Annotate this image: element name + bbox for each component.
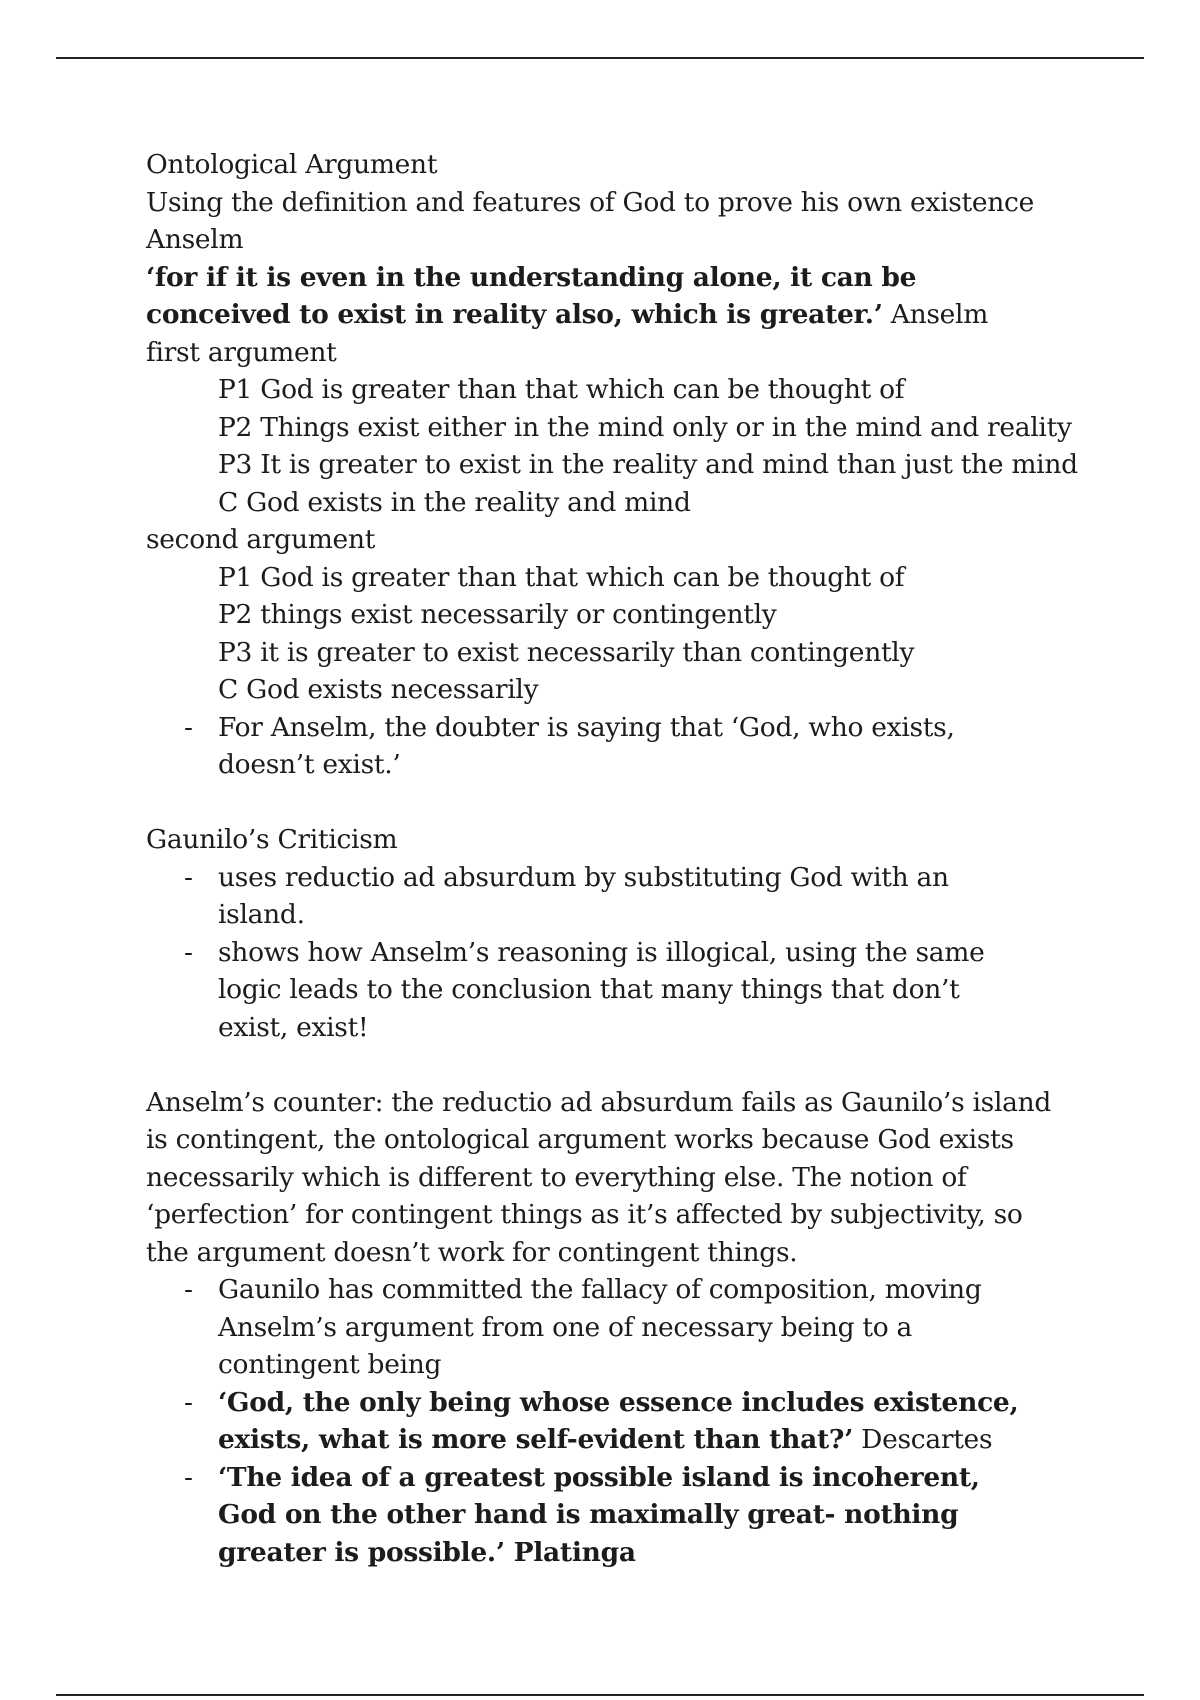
composition-bullet-item [146, 1271, 1066, 1384]
anselm-counter-paragraph: Anselm’s counter: the reductio ad absurdum fails as Gaunilo’s island is contingent, the ontological argument works because God exists necessarily which is different to everything else. The notion of ‘perfection’ for contingent things as it’s affected by subjectivity, so the argument doesn’t work for contingent things. [146, 1086, 1052, 1268]
gaunilo-bullet-text: uses reductio ad absurdum by substituting God with an island. [218, 861, 949, 930]
bullet-dash: - [184, 1386, 193, 1418]
definition-line: Using the definition and features of God to prove his own existence [146, 186, 1034, 218]
top-rule [56, 57, 1144, 59]
bullet-dash: - [184, 711, 193, 743]
gaunilo-heading: Gaunilo’s Criticism [146, 824, 398, 855]
first-argument-premise: P3 It is greater to exist in the reality and mind than just the mind [218, 449, 1078, 480]
doubter-bullet-text: For Anselm, the doubter is saying that ‘God, who exists, doesn’t exist.’ [218, 711, 955, 780]
gaunilo-bullet-item [146, 934, 1066, 1047]
anselm-label: Anselm [146, 224, 244, 255]
descartes-bullet-item [146, 1384, 1066, 1459]
second-argument-conclusion: C God exists necessarily [218, 674, 539, 705]
gaunilo-bullet-item [146, 859, 1066, 934]
first-argument-heading: first argument [146, 336, 337, 368]
bullet-dash: - [184, 936, 193, 968]
anselm-quote-attribution: Anselm [882, 299, 989, 330]
document-body [146, 146, 1078, 1571]
spacer [146, 1046, 1066, 1084]
second-argument-premise: P2 things exist necessarily or contingently [218, 599, 777, 630]
first-argument-premise: P1 God is greater than that which can be thought of [218, 374, 905, 405]
second-argument-premise: P1 God is greater than that which can be thought of [218, 561, 905, 593]
document-title: Ontological Argument [146, 149, 438, 180]
descartes-attribution: Descartes [853, 1424, 993, 1455]
bullet-dash: - [184, 1274, 193, 1305]
doubter-bullet-item [146, 709, 1066, 784]
anselm-quote: ‘for if it is even in the understanding alone, it can be conceived to exist in reality also, which is greater.’ [146, 261, 917, 330]
descartes-quote: ‘God, the only being whose essence includes existence, exists, what is more self-evident than that?’ [218, 1386, 1019, 1455]
second-argument-premise: P3 it is greater to exist necessarily than contingently [218, 636, 915, 668]
anselm-quote-paragraph [146, 259, 1066, 334]
second-argument-heading: second argument [146, 524, 376, 555]
first-argument-conclusion: C God exists in the reality and mind [218, 486, 691, 518]
plantinga-quote: ‘The idea of a greatest possible island is incoherent, God on the other hand is maximally great- nothing greater is possible.’ Platinga [218, 1461, 980, 1568]
plantinga-bullet-item [146, 1459, 1066, 1572]
spacer [146, 784, 1066, 822]
bullet-dash: - [184, 1461, 193, 1493]
first-argument-premise: P2 Things exist either in the mind only or in the mind and reality [218, 411, 1072, 443]
gaunilo-bullet-text: shows how Anselm’s reasoning is illogical, using the same logic leads to the conclusion that many things that don’t exist, exist! [218, 936, 985, 1043]
bullet-dash: - [184, 861, 193, 893]
composition-bullet-text: Gaunilo has committed the fallacy of composition, moving Anselm’s argument from one of necessary being to a contingent being [218, 1274, 982, 1380]
bottom-rule [56, 1694, 1144, 1696]
